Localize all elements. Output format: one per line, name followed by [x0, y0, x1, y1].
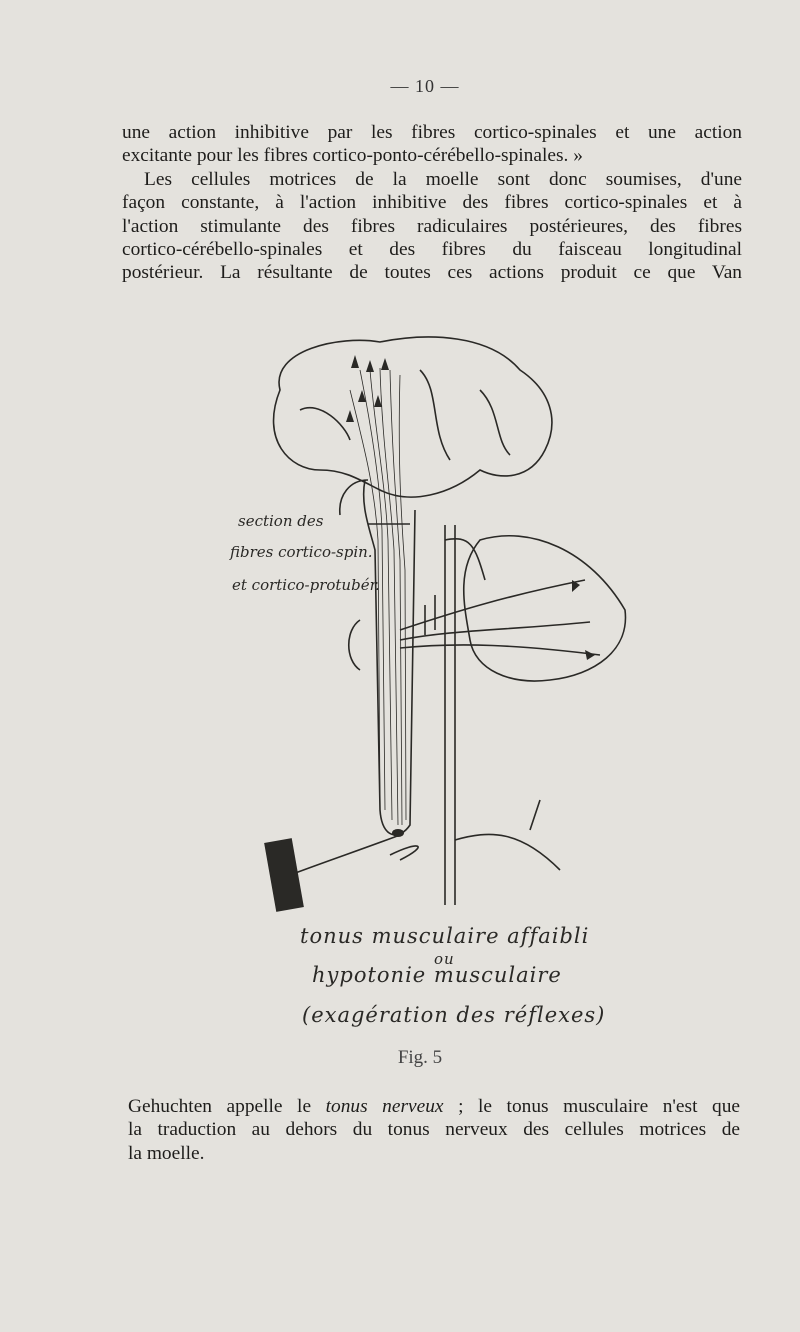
figure-caption-line4: (exagération des réflexes) [302, 1003, 606, 1027]
cerebral-hemisphere [274, 337, 552, 497]
emphasis-term: tonus nerveux [325, 1096, 444, 1117]
figure-caption-line3: hypotonie musculaire [312, 963, 562, 987]
figure-label: Fig. 5 [397, 1047, 443, 1068]
paragraph-top [122, 121, 742, 285]
figure-label-section: section des [238, 512, 324, 530]
text-line: Les cellules motrices de la moelle sont donc soumises, d'une [144, 168, 742, 190]
cerebellum-outline [464, 536, 626, 681]
text-line: cortico-cérébello-spinales et des fibres du faisceau longitudinal [122, 239, 742, 261]
figure-label-fibres: fibres cortico-spin. [230, 543, 373, 561]
text-line: l'action stimulante des fibres radiculaires postérieures, des fibres [122, 215, 742, 237]
text-line: une action inhibitive par les fibres cortico-spinales et une action [122, 122, 742, 143]
text-line: excitante pour les fibres cortico-ponto-cérébello-spinales. » [122, 145, 583, 167]
page-number: — 10 — [390, 76, 460, 96]
motor-nerve [290, 835, 400, 875]
figure-caption-line2: ou [434, 950, 455, 968]
text-line: postérieur. La résultante de toutes ces actions produit ce que Van [122, 262, 742, 284]
text-line: façon constante, à l'action inhibitive des fibres cortico-spinales et à [122, 192, 742, 214]
nervous-system-diagram [250, 330, 650, 930]
text-line: la traduction au dehors du tonus nerveux des cellules motrices de [128, 1119, 740, 1141]
figure-label-protub: et cortico-protubér. [232, 576, 380, 594]
figure-caption-line1: tonus musculaire affaibli [300, 924, 590, 948]
text-line: Gehuchten appelle le tonus nerveux ; le tonus musculaire n'est que [128, 1096, 741, 1117]
paragraph-bottom [128, 1095, 740, 1165]
text-line: la moelle. [128, 1142, 205, 1164]
muscle-block [264, 838, 304, 912]
